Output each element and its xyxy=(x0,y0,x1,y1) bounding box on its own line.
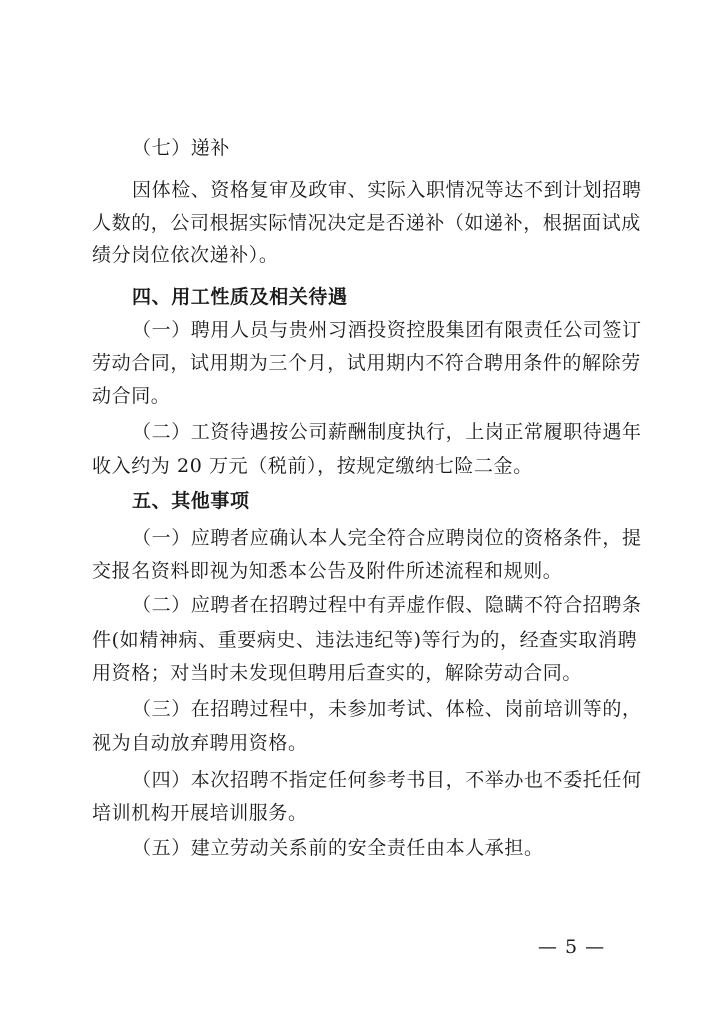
paragraph-line: （四）本次招聘不指定任何参考书目，不举办也不委托任何 xyxy=(132,769,642,791)
paragraph-line: 培训机构开展培训服务。 xyxy=(92,802,308,824)
paragraph-line: 绩分岗位依次递补）。 xyxy=(92,244,279,266)
paragraph-line: 人数的，公司根据实际情况决定是否递补（如递补，根据面试成 xyxy=(92,212,641,234)
paragraph-line: 交报名资料即视为知悉本公告及附件所述流程和规则。 xyxy=(92,560,563,582)
paragraph-line: （五）建立劳动关系前的安全责任由本人承担。 xyxy=(132,837,544,859)
paragraph-line: （二）应聘者在招聘过程中有弄虚作假、隐瞒不符合招聘条 xyxy=(132,594,642,616)
paragraph-line: 因体检、资格复审及政审、实际入职情况等达不到计划招聘 xyxy=(132,179,642,201)
paragraph-line: 收入约为 20 万元（税前），按规定缴纳七险二金。 xyxy=(92,455,533,477)
section-heading: 四、用工性质及相关待遇 xyxy=(132,286,348,308)
paragraph-line: （二）工资待遇按公司薪酬制度执行，上岗正常履职待遇年 xyxy=(132,421,642,443)
paragraph-line: （一）应聘者应确认本人完全符合应聘岗位的资格条件，提 xyxy=(132,527,642,549)
paragraph-line: 动合同。 xyxy=(92,385,171,407)
paragraph-line: 件(如精神病、重要病史、违法违纪等)等行为的，经查实取消聘 xyxy=(92,629,638,651)
paragraph-line: 视为自动放弃聘用资格。 xyxy=(92,732,308,754)
section-subheading: （七）递补 xyxy=(132,137,231,159)
paragraph-line: （一）聘用人员与贵州习酒投资控股集团有限责任公司签订 xyxy=(132,319,642,341)
paragraph-line: （三）在招聘过程中，未参加考试、体检、岗前培训等的， xyxy=(132,698,642,720)
paragraph-line: 劳动合同，试用期为三个月，试用期内不符合聘用条件的解除劳 xyxy=(92,352,641,374)
page-number: — 5 — xyxy=(538,936,606,958)
section-heading: 五、其他事项 xyxy=(132,490,250,512)
paragraph-line: 用资格；对当时未发现但聘用后查实的，解除劳动合同。 xyxy=(92,662,583,684)
